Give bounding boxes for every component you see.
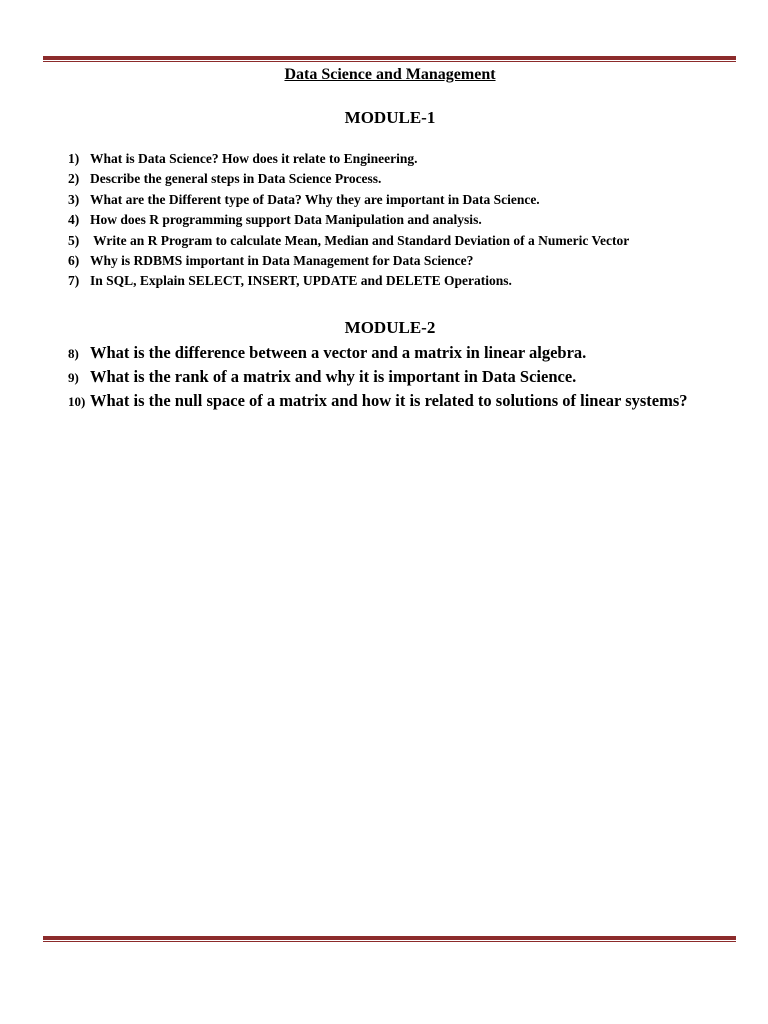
question-text: What is the null space of a matrix and how it is related to solutions of linear systems? <box>90 391 688 410</box>
question-item-7 <box>68 271 629 291</box>
question-item-1 <box>68 149 629 169</box>
question-text: How does R programming support Data Manipulation and analysis. <box>90 212 482 228</box>
question-item-4 <box>68 210 629 230</box>
document-title: Data Science and Management <box>284 66 496 83</box>
bottom-border-rule <box>43 936 736 942</box>
question-item-5 <box>68 231 629 251</box>
module-2-heading: MODULE-2 <box>344 318 436 337</box>
question-item-6 <box>68 251 629 271</box>
module-1-heading: MODULE-1 <box>344 108 436 127</box>
question-number: 6) <box>68 252 80 268</box>
question-number: 2) <box>68 171 80 187</box>
question-text: What is the rank of a matrix and why it is important in Data Science. <box>90 367 577 386</box>
question-item-2 <box>68 169 629 189</box>
question-item-9 <box>68 365 688 389</box>
question-text: Why is RDBMS important in Data Management for Data Science? <box>90 252 474 268</box>
question-text: In SQL, Explain SELECT, INSERT, UPDATE and DELETE Operations. <box>90 273 512 289</box>
question-number: 10) <box>68 394 86 409</box>
top-border-rule <box>43 56 736 62</box>
question-text: What are the Different type of Data? Why they are important in Data Science. <box>90 191 540 207</box>
question-item-10 <box>68 389 688 413</box>
module-2-question-list <box>68 341 688 413</box>
question-number: 8) <box>68 346 79 361</box>
question-text: What is the difference between a vector and a matrix in linear algebra. <box>90 343 587 362</box>
question-text: What is Data Science? How does it relate to Engineering. <box>90 151 418 166</box>
question-number: 3) <box>68 191 80 207</box>
question-item-3 <box>68 190 629 210</box>
question-number: 5) <box>68 232 80 248</box>
question-item-8 <box>68 341 688 365</box>
question-text: Write an R Program to calculate Mean, Median and Standard Deviation of a Numeric Vector <box>90 232 630 248</box>
module-1-question-list <box>68 149 629 292</box>
question-number: 1) <box>68 151 80 166</box>
question-number: 7) <box>68 273 80 289</box>
question-text: Describe the general steps in Data Science Process. <box>90 171 382 187</box>
question-number: 9) <box>68 370 79 385</box>
question-number: 4) <box>68 212 80 228</box>
